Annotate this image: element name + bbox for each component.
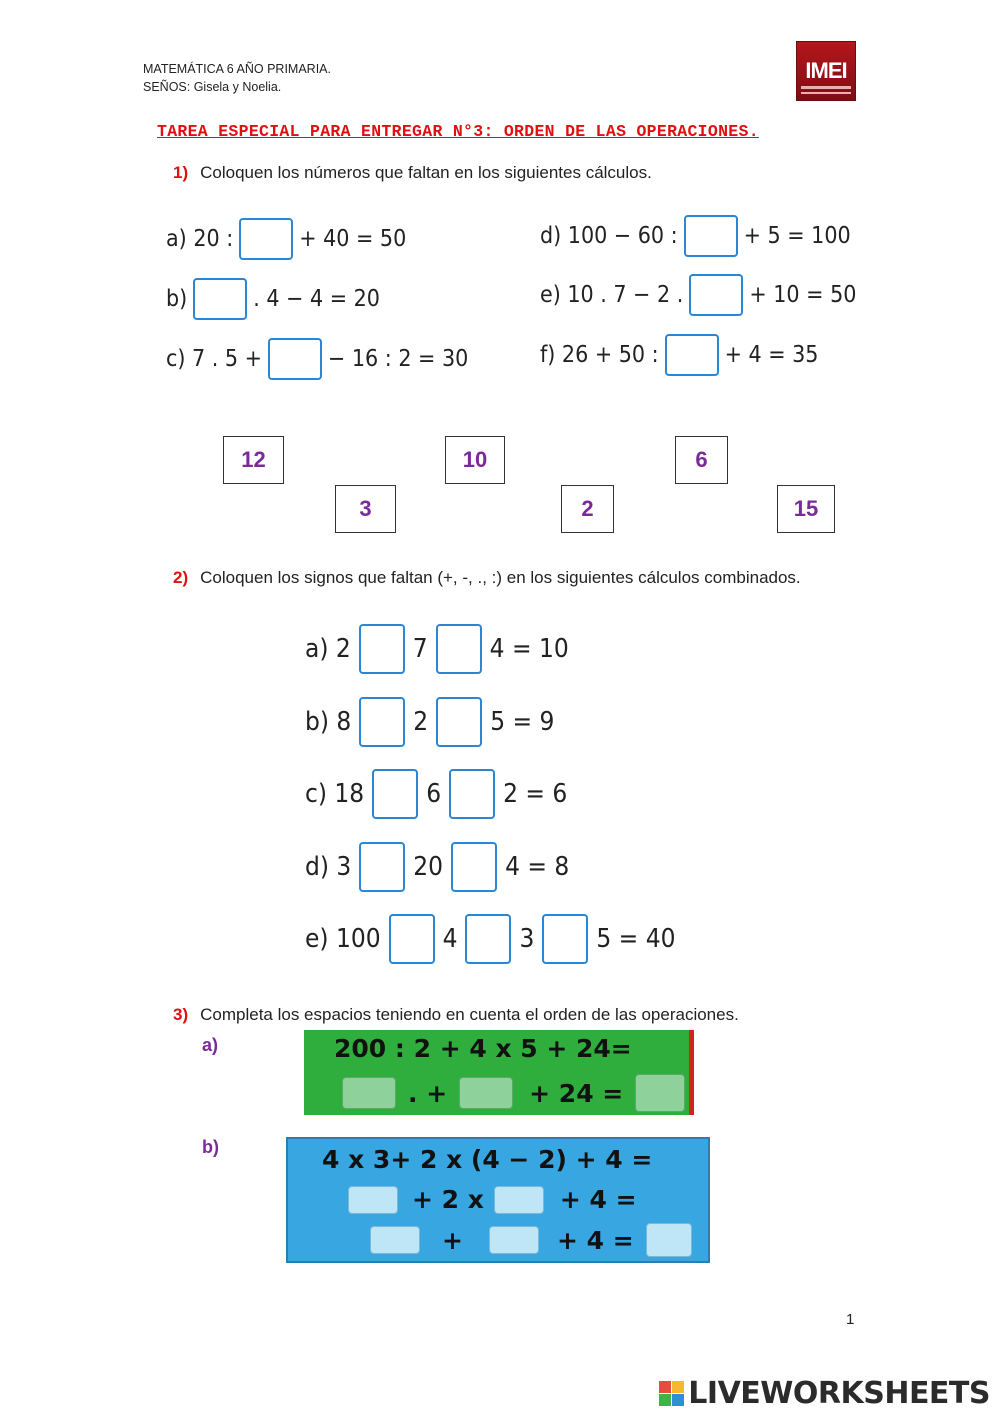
- section2-instruction: Coloquen los signos que faltan (+, -, ., :) en los siguientes cálculos combinados.: [200, 568, 801, 587]
- s3-b-l3b: + 4 =: [556, 1225, 634, 1255]
- s3-b-answer-5[interactable]: [646, 1223, 692, 1257]
- s1-a-label: a) 20 :: [166, 226, 234, 252]
- s2-item-b: [305, 697, 554, 747]
- s1-item-b: [166, 278, 380, 320]
- s3-a-answer-2[interactable]: [459, 1077, 513, 1109]
- s3-b-line3: [370, 1223, 692, 1257]
- s2-a-sign-box-2[interactable]: [436, 624, 482, 674]
- page-number: 1: [846, 1311, 855, 1328]
- s3-b-l3a: +: [442, 1225, 463, 1255]
- s1-item-c: [166, 338, 468, 380]
- s3-b-l2b: + 4 =: [559, 1185, 637, 1214]
- brand-name: LIVEWORKSHEETS: [688, 1376, 990, 1411]
- s2-e-sign-box-2[interactable]: [465, 914, 511, 964]
- s2-d-sign-box-2[interactable]: [451, 842, 497, 892]
- s3-a-plus1: . +: [408, 1078, 448, 1108]
- s3-a-line2: [342, 1074, 685, 1112]
- s1-f-answer-box[interactable]: [665, 334, 719, 376]
- s1-b-answer-box[interactable]: [193, 278, 247, 320]
- s3-b-line1: 4 x 3+ 2 x (4 − 2) + 4 =: [322, 1145, 653, 1174]
- s2-d-rest: 4 = 8: [505, 852, 570, 882]
- page-title: TAREA ESPECIAL PARA ENTREGAR N°3: ORDEN DE LAS OPERACIONES.: [157, 122, 759, 141]
- s1-item-e: [540, 274, 856, 316]
- s1-item-d: [540, 215, 851, 257]
- s2-d-label: d) 3: [305, 852, 352, 882]
- logo-text: IMEI: [805, 58, 847, 83]
- section3-heading: [173, 1005, 739, 1025]
- s1-a-answer-box[interactable]: [239, 218, 293, 260]
- s2-d-sign-box-1[interactable]: [359, 842, 405, 892]
- s2-e-number-1: 4: [442, 924, 458, 954]
- s1-e-label: e) 10 . 7 − 2 .: [540, 282, 684, 308]
- s2-item-e: [305, 914, 675, 964]
- s2-b-sign-box-1[interactable]: [359, 697, 405, 747]
- s3-b-answer-4[interactable]: [489, 1226, 539, 1254]
- s3-b-answer-1[interactable]: [348, 1186, 398, 1214]
- s2-item-a: [305, 624, 569, 674]
- section3-instruction: Completa los espacios teniendo en cuenta el orden de las operaciones.: [200, 1005, 739, 1024]
- s2-item-d: [305, 842, 569, 892]
- option-chip[interactable]: 2: [561, 485, 614, 533]
- s1-item-f: [540, 334, 818, 376]
- s2-c-number: 6: [426, 779, 442, 809]
- s1-e-answer-box[interactable]: [689, 274, 743, 316]
- s2-e-number-2: 3: [519, 924, 535, 954]
- section3-number: 3): [173, 1005, 189, 1024]
- s1-d-label: d) 100 − 60 :: [540, 223, 678, 249]
- s2-c-sign-box-1[interactable]: [372, 769, 418, 819]
- s1-d-answer-box[interactable]: [684, 215, 738, 257]
- s2-e-sign-box-3[interactable]: [542, 914, 588, 964]
- option-chip[interactable]: 3: [335, 485, 396, 533]
- section1-heading: [173, 163, 652, 183]
- s2-c-label: c) 18: [305, 779, 365, 809]
- section2-number: 2): [173, 568, 189, 587]
- s1-c-answer-box[interactable]: [268, 338, 322, 380]
- s1-b-label: b): [166, 286, 188, 312]
- s2-a-number: 7: [412, 634, 428, 664]
- s1-item-a: [166, 218, 406, 260]
- s2-a-sign-box-1[interactable]: [359, 624, 405, 674]
- s2-e-label: e) 100: [305, 924, 381, 954]
- s2-item-c: [305, 769, 567, 819]
- s3-b-line2: [348, 1185, 637, 1214]
- s2-a-label: a) 2: [305, 634, 351, 664]
- s3-a-plus2: + 24 =: [529, 1078, 624, 1108]
- option-chip[interactable]: 15: [777, 485, 835, 533]
- section1-instruction: Coloquen los números que faltan en los siguientes cálculos.: [200, 163, 652, 182]
- s2-e-rest: 5 = 40: [596, 924, 676, 954]
- subject-header: MATEMÁTICA 6 AÑO PRIMARIA.: [143, 62, 331, 76]
- s3-b-answer-2[interactable]: [494, 1186, 544, 1214]
- teachers-header: SEÑOS: Gisela y Noelia.: [143, 80, 282, 94]
- liveworksheets-brand: [659, 1376, 990, 1411]
- s1-b-rest: . 4 − 4 = 20: [253, 286, 380, 312]
- s1-c-label: c) 7 . 5 +: [166, 346, 262, 372]
- option-chip[interactable]: 12: [223, 436, 284, 484]
- section2-heading: [173, 568, 801, 588]
- s3-b-label: b): [202, 1137, 219, 1157]
- s2-b-sign-box-2[interactable]: [436, 697, 482, 747]
- s3-b-panel: [286, 1137, 710, 1263]
- s2-e-sign-box-1[interactable]: [389, 914, 435, 964]
- s3-a-panel: [304, 1030, 694, 1115]
- s1-f-label: f) 26 + 50 :: [540, 342, 659, 368]
- school-logo: [796, 41, 856, 101]
- s2-d-number: 20: [413, 852, 444, 882]
- s3-b-l2a: + 2 x: [412, 1185, 484, 1214]
- s2-b-label: b) 8: [305, 707, 352, 737]
- liveworksheets-logo-icon: [659, 1381, 684, 1406]
- s3-a-answer-3[interactable]: [635, 1074, 685, 1112]
- s3-a-label: a): [202, 1035, 219, 1055]
- s2-b-rest: 5 = 9: [490, 707, 555, 737]
- s3-b-answer-3[interactable]: [370, 1226, 420, 1254]
- option-chip[interactable]: 6: [675, 436, 728, 484]
- section1-number: 1): [173, 163, 189, 182]
- s1-e-rest: + 10 = 50: [749, 282, 857, 308]
- s1-c-rest: − 16 : 2 = 30: [327, 346, 469, 372]
- s2-a-rest: 4 = 10: [489, 634, 569, 664]
- s2-b-number: 2: [413, 707, 429, 737]
- s2-c-sign-box-2[interactable]: [449, 769, 495, 819]
- s1-d-rest: + 5 = 100: [743, 223, 851, 249]
- s3-a-line1: 200 : 2 + 4 x 5 + 24=: [334, 1034, 632, 1063]
- s1-f-rest: + 4 = 35: [724, 342, 819, 368]
- s2-c-rest: 2 = 6: [503, 779, 568, 809]
- option-chip[interactable]: 10: [445, 436, 505, 484]
- s3-a-answer-1[interactable]: [342, 1077, 396, 1109]
- s1-a-rest: + 40 = 50: [299, 226, 407, 252]
